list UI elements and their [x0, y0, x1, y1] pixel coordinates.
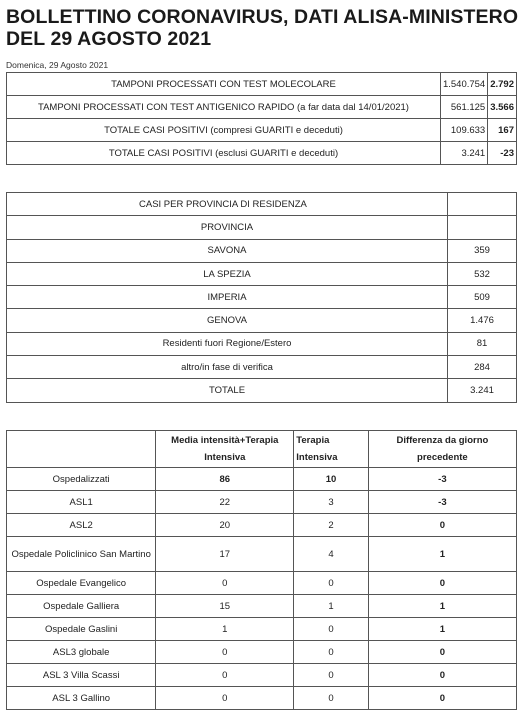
hospital-name: ASL1 — [7, 491, 156, 514]
hospital-row — [7, 537, 517, 572]
summary-label: TOTALE CASI POSITIVI (compresi GUARITI e deceduti) — [7, 119, 441, 142]
summary-delta: 3.566 — [488, 96, 517, 119]
hospital-diff: 0 — [368, 641, 516, 664]
province-label: TOTALE — [7, 379, 448, 402]
hospital-name: ASL2 — [7, 514, 156, 537]
hospital-row — [7, 664, 517, 687]
province-empty-cell — [448, 216, 517, 239]
hospital-diff: 0 — [368, 664, 516, 687]
hospital-ti: 0 — [294, 687, 368, 710]
province-row — [7, 309, 517, 332]
hospital-name: Ospedale Galliera — [7, 595, 156, 618]
hospital-media: 0 — [156, 641, 294, 664]
province-label: GENOVA — [7, 309, 448, 332]
summary-label: TAMPONI PROCESSATI CON TEST MOLECOLARE — [7, 73, 441, 96]
province-row — [7, 262, 517, 285]
hospital-header-empty — [7, 431, 156, 468]
summary-total: 109.633 — [440, 119, 487, 142]
summary-delta: 2.792 — [488, 73, 517, 96]
hospital-media: 1 — [156, 618, 294, 641]
hospital-ti: 2 — [294, 514, 368, 537]
hospital-media: 20 — [156, 514, 294, 537]
summary-total: 1.540.754 — [440, 73, 487, 96]
hospital-media: 22 — [156, 491, 294, 514]
summary-label: TOTALE CASI POSITIVI (esclusi GUARITI e deceduti) — [7, 142, 441, 165]
province-row — [7, 332, 517, 355]
hospital-row — [7, 687, 517, 710]
hospital-diff: -3 — [368, 468, 516, 491]
hospital-header-diff: Differenza da giorno precedente — [368, 431, 516, 468]
summary-total: 561.125 — [440, 96, 487, 119]
hospital-table — [6, 430, 517, 710]
hospital-diff: 1 — [368, 537, 516, 572]
summary-total: 3.241 — [440, 142, 487, 165]
hospital-ti: 3 — [294, 491, 368, 514]
hospital-ti: 0 — [294, 664, 368, 687]
hospital-row — [7, 641, 517, 664]
hospital-header-media: Media intensità+Terapia Intensiva — [156, 431, 294, 468]
hospital-diff: 1 — [368, 618, 516, 641]
hospital-ti: 0 — [294, 618, 368, 641]
province-title-row — [7, 193, 517, 216]
hospital-ti: 1 — [294, 595, 368, 618]
hospital-name: ASL 3 Gallino — [7, 687, 156, 710]
hospital-name: ASL 3 Villa Scassi — [7, 664, 156, 687]
hospital-name: Ospedale Gaslini — [7, 618, 156, 641]
summary-row — [7, 96, 517, 119]
hospital-ti: 0 — [294, 641, 368, 664]
summary-row — [7, 119, 517, 142]
province-total-row — [7, 379, 517, 402]
hospital-row — [7, 618, 517, 641]
hospital-media: 0 — [156, 664, 294, 687]
hospital-row — [7, 491, 517, 514]
hospital-media: 86 — [156, 468, 294, 491]
hospital-media: 0 — [156, 572, 294, 595]
province-header-row — [7, 216, 517, 239]
hospital-header-row — [7, 431, 517, 468]
hospital-row — [7, 468, 517, 491]
hospital-media: 17 — [156, 537, 294, 572]
province-value: 532 — [448, 262, 517, 285]
hospital-ti: 4 — [294, 537, 368, 572]
province-label: IMPERIA — [7, 286, 448, 309]
hospital-name: Ospedalizzati — [7, 468, 156, 491]
province-table — [6, 192, 517, 403]
summary-delta: -23 — [488, 142, 517, 165]
province-label: altro/in fase di verifica — [7, 356, 448, 379]
province-row — [7, 239, 517, 262]
hospital-name: Ospedale Evangelico — [7, 572, 156, 595]
hospital-diff: 0 — [368, 514, 516, 537]
summary-row — [7, 73, 517, 96]
province-label: LA SPEZIA — [7, 262, 448, 285]
province-value: 1.476 — [448, 309, 517, 332]
hospital-row — [7, 572, 517, 595]
hospital-diff: -3 — [368, 491, 516, 514]
hospital-media: 15 — [156, 595, 294, 618]
province-table-title: CASI PER PROVINCIA DI RESIDENZA — [7, 193, 448, 216]
hospital-name: ASL3 globale — [7, 641, 156, 664]
province-row — [7, 286, 517, 309]
hospital-diff: 0 — [368, 687, 516, 710]
province-value: 359 — [448, 239, 517, 262]
hospital-diff: 1 — [368, 595, 516, 618]
province-value: 81 — [448, 332, 517, 355]
hospital-row — [7, 595, 517, 618]
page-title: BOLLETTINO CORONAVIRUS, DATI ALISA-MINISTERO DEL 29 AGOSTO 2021 — [6, 6, 519, 50]
province-value: 284 — [448, 356, 517, 379]
hospital-row — [7, 514, 517, 537]
province-label: Residenti fuori Regione/Estero — [7, 332, 448, 355]
bulletin-date: Domenica, 29 Agosto 2021 — [6, 60, 109, 70]
province-label: SAVONA — [7, 239, 448, 262]
province-value: 509 — [448, 286, 517, 309]
hospital-header-ti: Terapia Intensiva — [294, 431, 368, 468]
summary-row — [7, 142, 517, 165]
hospital-name: Ospedale Policlinico San Martino — [7, 537, 156, 572]
hospital-ti: 10 — [294, 468, 368, 491]
province-value: 3.241 — [448, 379, 517, 402]
province-column-header: PROVINCIA — [7, 216, 448, 239]
hospital-diff: 0 — [368, 572, 516, 595]
summary-table — [6, 72, 517, 165]
province-row — [7, 356, 517, 379]
summary-label: TAMPONI PROCESSATI CON TEST ANTIGENICO RAPIDO (a far data dal 14/01/2021) — [7, 96, 441, 119]
hospital-media: 0 — [156, 687, 294, 710]
summary-delta: 167 — [488, 119, 517, 142]
province-empty-cell — [448, 193, 517, 216]
hospital-ti: 0 — [294, 572, 368, 595]
